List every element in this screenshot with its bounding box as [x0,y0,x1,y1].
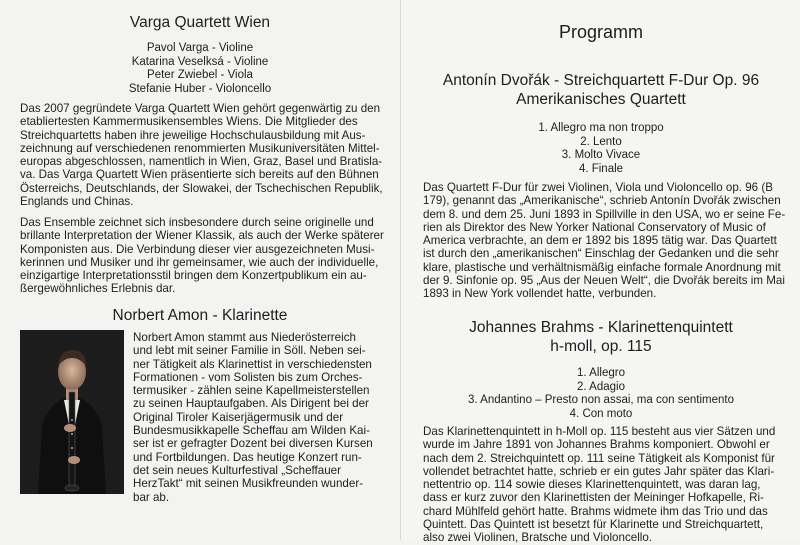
text-line: ser ist er gefragter Dozent bei diversen Kursen [133,437,373,451]
work2-heading [401,318,800,357]
text-line: chard Mühlfeld gehört hatte. Brahms widmete ihm das Trio und das [423,504,768,518]
text-line: bar ab. [133,490,170,504]
clarinetist-figure-image [20,330,124,494]
work2-movements [401,367,800,421]
member-item: Pavol Varga - Violine [146,42,254,54]
ensemble-paragraph-1 [20,102,395,208]
work1-subtitle: Amerikanisches Quartett [516,91,686,109]
movement-item: 1. Allegro [577,367,625,379]
text-line: Das Quartett F-Dur für zwei Violinen, Viola und Violoncello op. 96 (B [423,181,773,194]
text-line: zeichnung auf verschiedenen renommierten Musikuniversitäten Mittel- [20,141,380,155]
text-line: Formationen - vom Solisten bis zum Orches- [133,370,363,384]
movement-item: 3. Andantino – Presto non assai, ma con sentimento [468,394,734,407]
text-line: ist durch den „amerikanischen“ Einschlag der Gedanken und die sehr [423,247,779,261]
text-line: einzigartige Interpretationsstil bringen dem Konzertpublikum ein au- [20,269,367,283]
soloist-title: Norbert Amon - Klarinette [112,307,288,324]
text-line: brillante Interpretation der Wiener Klassik, als auch der Werke späterer [20,229,384,243]
text-line: Das 2007 gegründete Varga Quartett Wien gehört gegenwärtig zu den [20,102,381,115]
text-line: termusiker - zählen seine Kapellmeisterstellen [133,384,370,398]
member-item: Katarina Veselksá - Violine [131,55,269,68]
work2-title: Johannes Brahms - Klarinettenquintett [469,319,733,336]
text-line: zu seinen Hauptaufgaben. Als Dirigent bei der [133,397,369,411]
text-line: etabliertesten Kammermusikensembles Wiens. Die Mitglieder des [20,115,358,129]
text-line: nettentrio op. 114 sowie dieses Klarinettenquintett, was daran lag, [423,478,761,492]
ensemble-paragraph-2 [20,216,395,296]
text-line: dass er kurz zuvor den Klarinettisten der Meininger Hofkapelle, Ri- [423,491,764,505]
text-line: Original Tiroler Kaiserjägermusik und der [133,410,344,424]
text-line: ßergewöhnliches Erlebnis dar. [20,282,176,296]
text-line: Das Klarinettenquintett in h-Moll op. 115 besteht aus vier Sätzen und [423,425,776,438]
text-line: vollendet betrachtet hatte, schrieb er ein gutes Jahr später das Klari- [423,464,775,478]
member-item: Stefanie Huber - Violoncello [128,82,272,95]
soloist-bio [133,331,391,504]
work2-text [423,425,795,545]
text-line: Norbert Amon stammt aus Niederösterreich [133,331,356,344]
movement-item: 2. Adagio [577,380,625,393]
text-line: dem 8. und dem 25. Juni 1893 in Spillville in den USA, wo er seine Fe- [423,207,786,221]
text-line: Streichquartetts haben ihre jeweilige Hochschulausbildung mit Aus- [20,128,366,142]
text-line: Das Ensemble zeichnet sich insbesondere durch seine originelle und [20,216,374,229]
text-line: also zwei Violinen, Bratsche und Violoncello. [423,531,653,545]
text-line: det sein neues Kulturfestival „Scheffauer [133,463,341,477]
text-line: und lebt mit seiner Familie in Söll. Neben sei- [133,344,366,358]
text-line: rien als Direktor des New Yorker National Conservatory of Music of [423,220,766,234]
text-line: 1893 in New York vollendet hatte, verbunden. [423,287,657,301]
text-line: va. Das Varga Quartett Wien präsentierte sich bereits auf den Bühnen [20,168,379,182]
work1-text [423,181,795,301]
ensemble-title: Varga Quartett Wien [129,14,271,31]
work1-movements [401,122,800,176]
work1-heading [401,71,800,110]
work1-title: Antonín Dvořák - Streichquartett F-Dur Op. 96 [442,72,760,89]
program-title: Programm [558,22,643,42]
text-line: HerzTakt“ mit seinen Musikfreunden wunder- [133,477,364,491]
movement-item: 1. Allegro ma non troppo [538,122,664,134]
left-page [0,0,400,540]
text-line: wurde im Jahre 1891 von Johannes Brahms komponiert. Obwohl er [423,438,770,452]
movement-item: 2. Lento [580,135,622,148]
right-page [400,0,800,545]
text-line: Komponisten aus. Die Verbindung dieser vier ausgezeichneten Musi- [20,242,375,256]
text-line: klare, plastische und verhältnismäßig einfache formale Anordnung mit [423,260,781,274]
text-line: kerinnen und Musiker und ihr gemeinsamer, wie auch der individuelle, [20,255,379,269]
movement-item: 4. Con moto [569,407,633,420]
movement-item: 4. Finale [578,162,624,175]
text-line: und Fortbildungen. Das heutige Konzert run- [133,450,362,464]
text-line: America verbrachte, an dem er 1892 bis 1895 tätig war. Das Quartett [423,234,777,248]
text-line: Bundesmusikkapelle Scheffau am Wilden Kai- [133,424,370,438]
text-line: der 9. Sinfonie op. 95 „Aus der Neuen Welt“, die Dvořák bereits im Mai [423,274,785,288]
text-line: nach dem 2. Streichquintett op. 111 seine Tätigkeit als Komponist für [423,451,775,465]
text-line: 179), genannt das „Amerikanische“, schrieb Antonín Dvořák zwischen [423,194,781,208]
movement-item: 3. Molto Vivace [561,149,641,162]
member-item: Peter Zwiebel - Viola [147,69,253,82]
work2-subtitle: h-moll, op. 115 [550,338,652,356]
text-line: europas abgeschlossen, namentlich in Wien, Graz, Basel und Bratisla- [20,155,383,169]
text-line: Quintett. Das Quintett ist besetzt für Klarinette und Streichquartett, [423,518,764,532]
text-line: Englands und Chinas. [20,195,134,209]
text-line: Österreichs, Deutschlands, der Slowakei, der Tschechischen Republik, [20,181,383,195]
member-list [0,42,400,96]
soloist-photo [20,330,124,494]
text-line: ner Tätigkeit als Klarinettist in verschiedensten [133,357,372,371]
